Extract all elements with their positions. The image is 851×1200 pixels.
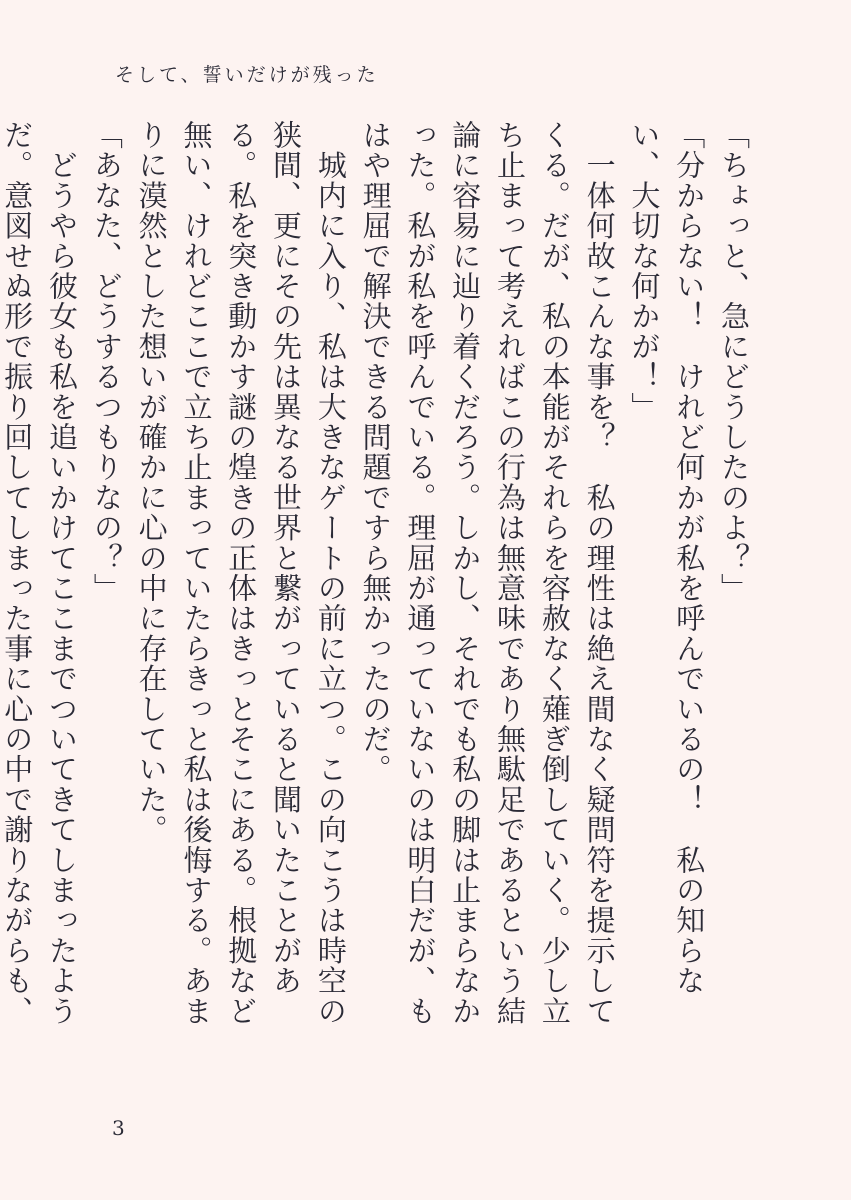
- page-number: 3: [112, 1116, 125, 1140]
- story-text: [0, 120, 756, 1040]
- paragraph: 「あなた、どうするつもりなの？」: [89, 120, 124, 604]
- paragraph: どうやら彼女も私を追いかけてここまでついてきてしまったようだ。意図せぬ形で振り回してしまった事に心の中で謝りながらも、: [0, 120, 80, 1027]
- paragraph: 「分からない！ けれど何かが私を呼んでいるの！ 私の知らない、大切な何かが！」: [627, 120, 707, 996]
- paragraph: 一体何故こんな事を？ 私の理性は絶え間なく疑問符を提示してくる。だが、私の本能がそれらを容赦なく薙ぎ倒していく。少し立ち止まって考えればこの行為は無意味であり無駄足であるという結論に容易に辿り着くだろう。しかし、それでも私の脚は止まらなかった。私が私を呼んでいる。理屈が通っていないのは明白だが、もはや理屈で解決できる問題ですら無かったのだ。: [358, 120, 617, 1026]
- paragraph: 城内に入り、私は大きなゲートの前に立つ。この向こうは時空の狭間、更にその先は異なる世界と繋がっていると聞いたことがある。私を突き動かす謎の煌きの正体はきっとそこにある。根拠など無い、けれどここで立ち止まっていたらきっと私は後悔する。あまりに漠然とした想いが確かに心の中に存在していた。: [134, 120, 348, 1026]
- page-title: そして、誓いだけが残った: [115, 64, 379, 86]
- paragraph: 「ちょっと、急にどうしたのよ？」: [717, 120, 751, 604]
